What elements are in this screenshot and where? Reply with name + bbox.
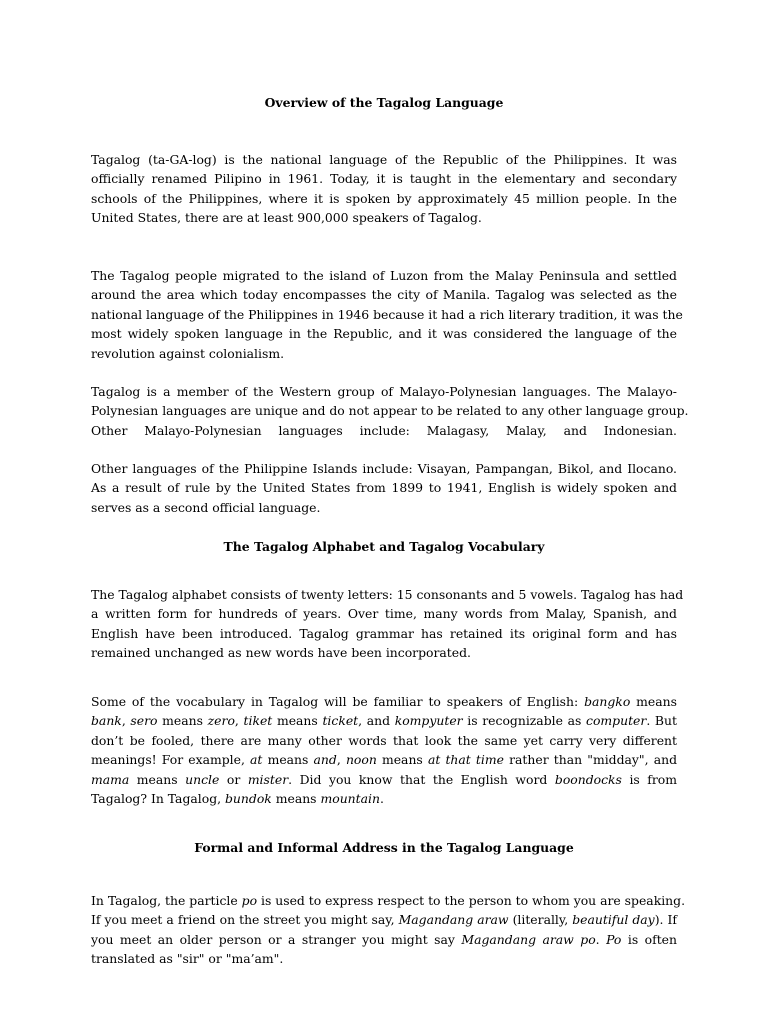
text-line: meanings! For example, at means and, noon means at that time rather than "midday", and	[91, 752, 677, 768]
section-heading-overview: Overview of the Tagalog Language	[264, 95, 504, 110]
text-line: Tagalog? In Tagalog, bundok means mountain.	[91, 790, 384, 806]
text-line: schools of the Philippines, where it is spoken by approximately 45 million people. In the	[91, 190, 677, 206]
vocab-word: ticket	[322, 713, 359, 729]
vocab-word: kompyuter	[394, 713, 463, 729]
text-line: don’t be fooled, there are many other words that look the same yet carry very different	[91, 732, 677, 748]
vocab-word: and	[313, 752, 337, 768]
paragraph-language-family	[91, 382, 689, 440]
vocab-word: computer	[586, 713, 647, 729]
text-line: a written form for hundreds of years. Over time, many words from Malay, Spanish, and	[91, 606, 677, 622]
vocab-word: Magandang araw po	[461, 931, 596, 947]
text-line: remained unchanged as new words have been incorporated.	[91, 645, 471, 661]
text-line: translated as "sir" or "ma’am".	[91, 951, 284, 967]
paragraph-other-languages	[91, 459, 677, 517]
text-line: national language of the Philippines in 1946 because it had a rich literary tradition, it was the	[91, 306, 683, 322]
paragraph-history	[91, 266, 683, 363]
vocab-word: mister	[247, 771, 289, 787]
text-line: Other languages of the Philippine Islands include: Visayan, Pampangan, Bikol, and Ilocano.	[91, 461, 677, 476]
vocab-word: beautiful day	[572, 912, 655, 928]
text-line: United States, there are at least 900,000 speakers of Tagalog.	[91, 210, 482, 226]
text-line: revolution against colonialism.	[91, 345, 285, 361]
vocab-word: bangko	[584, 694, 631, 709]
text-line: mama means uncle or mister. Did you know that the English word boondocks is from	[91, 771, 678, 787]
vocab-word: uncle	[185, 771, 220, 787]
text-line: Tagalog is a member of the Western group of Malayo-Polynesian languages. The Malayo-	[91, 384, 677, 399]
vocab-word: boondocks	[554, 771, 622, 787]
vocab-word: sero	[130, 713, 158, 729]
section-heading-address: Formal and Informal Address in the Tagalog Language	[194, 840, 574, 855]
paragraph-intro	[91, 150, 677, 228]
text-line: bank, sero means zero, tiket means ticket, and kompyuter is recognizable as computer. But	[91, 713, 677, 729]
text-line: serves as a second official language.	[91, 499, 321, 515]
text-line: As a result of rule by the United States from 1899 to 1941, English is widely spoken and	[91, 480, 677, 496]
vocab-word: bundok	[225, 790, 272, 806]
vocab-word: tiket	[243, 713, 273, 729]
section-heading-alphabet: The Tagalog Alphabet and Tagalog Vocabulary	[223, 539, 545, 554]
text-line: Polynesian languages are unique and do not appear to be related to any other language group.	[91, 403, 689, 419]
text-line: most widely spoken language in the Republic, and it was considered the language of the	[91, 326, 677, 342]
text-line: Some of the vocabulary in Tagalog will be familiar to speakers of English: bangko means	[91, 694, 677, 709]
text-line: The Tagalog people migrated to the island of Luzon from the Malay Peninsula and settled	[91, 268, 677, 283]
text-line: around the area which today encompasses the city of Manila. Tagalog was selected as the	[91, 287, 677, 303]
text-line: If you meet a friend on the street you might say, Magandang araw (literally, beautiful day). If	[91, 912, 677, 928]
vocab-word: mountain	[320, 790, 380, 806]
paragraph-alphabet	[91, 585, 684, 663]
vocab-word: Magandang araw	[398, 912, 509, 928]
text-line: The Tagalog alphabet consists of twenty letters: 15 consonants and 5 vowels. Tagalog has had	[91, 587, 684, 602]
paragraph-address	[91, 891, 686, 969]
vocab-word: noon	[345, 752, 377, 768]
vocab-word: bank	[91, 713, 122, 729]
text-line: Tagalog (ta-GA-log) is the national language of the Republic of the Philippines. It was	[91, 152, 677, 167]
text-line: officially renamed Pilipino in 1961. Today, it is taught in the elementary and secondary	[91, 171, 677, 187]
vocab-word: zero	[207, 713, 235, 729]
vocab-word: Po	[606, 931, 622, 947]
vocab-word: at that time	[427, 752, 504, 768]
text-line: In Tagalog, the particle po is used to express respect to the person to whom you are speaking.	[91, 893, 686, 908]
text-line: you meet an older person or a stranger you might say Magandang araw po. Po is often	[91, 931, 677, 947]
vocab-word: mama	[91, 771, 130, 787]
text-line: English have been introduced. Tagalog grammar has retained its original form and has	[91, 625, 677, 641]
vocab-word: po	[241, 893, 258, 908]
vocab-word: at	[250, 752, 263, 768]
paragraph-vocabulary	[91, 692, 677, 808]
text-line: Other Malayo-Polynesian languages include: Malagasy, Malay, and Indonesian.	[91, 422, 677, 438]
